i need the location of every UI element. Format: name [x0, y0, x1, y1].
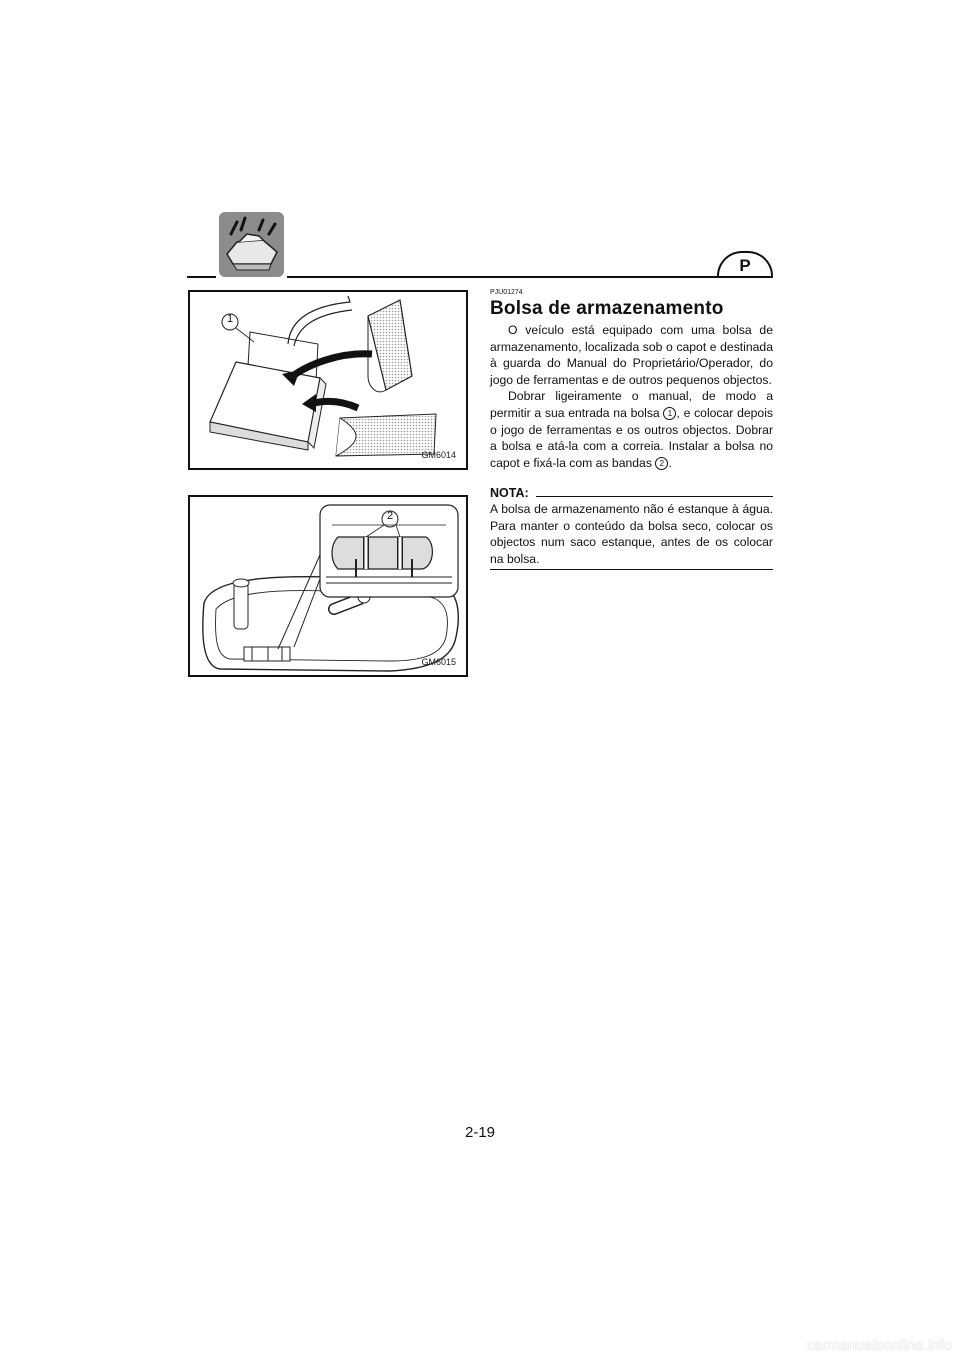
language-badge: P [717, 251, 773, 276]
paragraph-2 [490, 388, 773, 471]
section-body [490, 322, 773, 471]
callout-1: 1 [663, 407, 676, 420]
note-heading [490, 486, 773, 500]
figure-code: GM6014 [421, 450, 456, 460]
section-ref-code: PJU01274 [490, 289, 523, 296]
paragraph-2-text-c: . [668, 455, 672, 470]
figure-storage-bag [188, 290, 468, 470]
page-number: 2-19 [464, 1124, 496, 1141]
figure-callout-1: 1 [226, 313, 234, 325]
note-label: NOTA: [490, 486, 529, 500]
watercraft-section-icon [219, 212, 284, 277]
header-rule-right [287, 276, 773, 278]
figure-callout-2: 2 [386, 510, 394, 522]
figure-hood-bag-installed [188, 495, 468, 677]
callout-2: 2 [655, 457, 668, 470]
paragraph-2-text-a: Dobrar ligeiramente o manual, de modo a permitir a sua entrada na bolsa [490, 389, 773, 420]
note-end-rule [490, 569, 773, 570]
watermark: carmanualsonline.info [806, 1337, 952, 1354]
figure-code: GM6015 [421, 657, 456, 667]
paragraph-1: O veículo está equipado com uma bolsa de armazenamento, localizada sob o capot e destinada à guarda do Manual do Proprietário/Operador, do jogo de ferramentas e de outros pequenos objectos. [490, 323, 773, 387]
note-rule [536, 496, 773, 497]
paragraph-2-text-b: , e colocar depois o jogo de ferramentas e os outros objectos. Dobrar a bolsa e atá-la com a correia. Instalar a bolsa no capot e fixá-la com as bandas [490, 405, 773, 470]
header-rule-left [187, 276, 216, 278]
section-title: Bolsa de armazenamento [490, 298, 724, 319]
note-text: A bolsa de armazenamento não é estanque à água. Para manter o conteúdo da bolsa seco, colocar os objectos num saco estanque, antes de os colocar na bolsa. [490, 502, 773, 566]
